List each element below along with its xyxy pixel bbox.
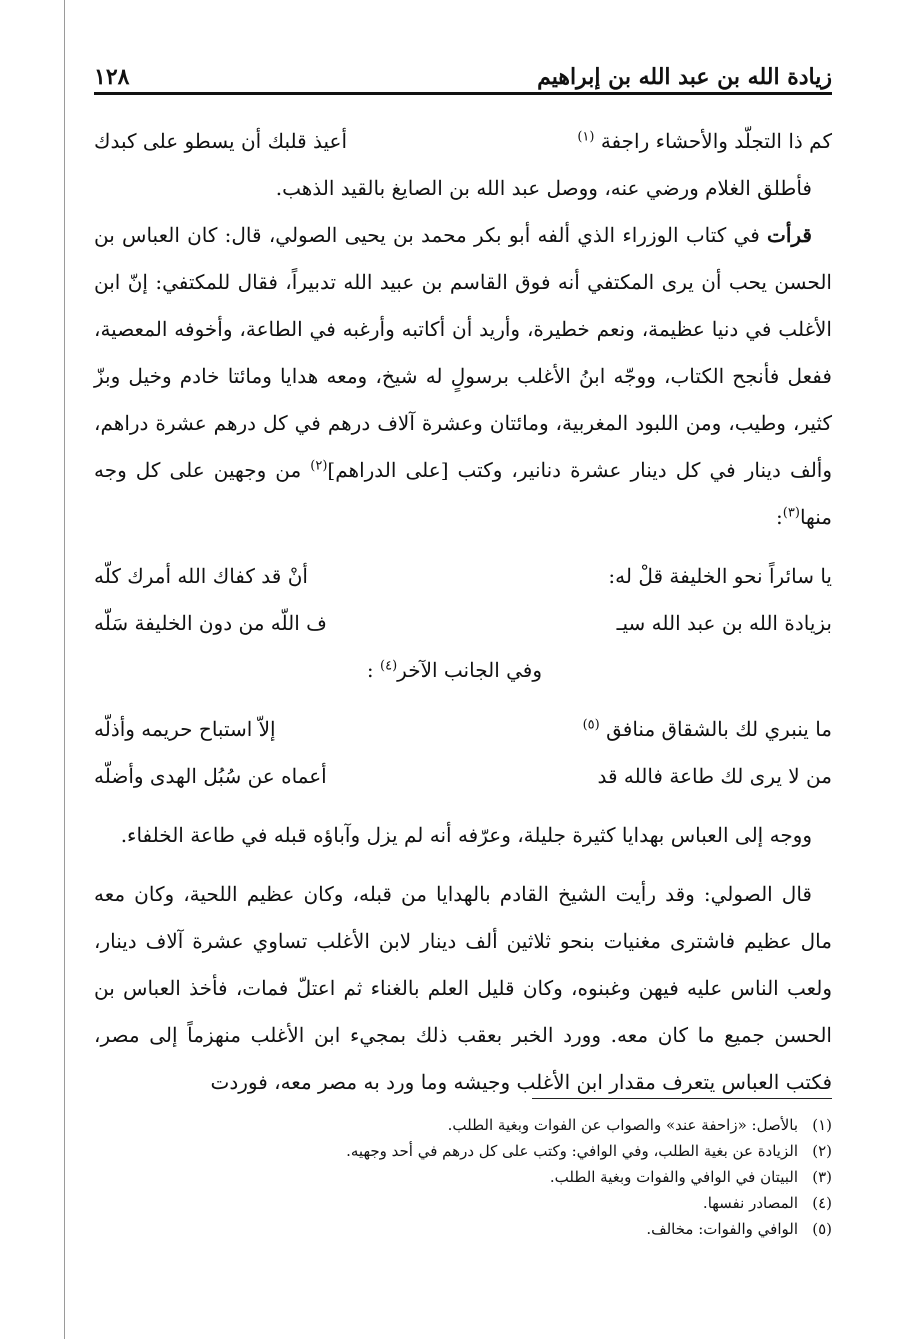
paragraph-3: ووجه إلى العباس بهدايا كثيرة جليلة، وعرّفه أنه لم يزل وآباؤه قبله في طاعة الخلفاء. (120, 823, 812, 847)
footnote: (٤)المصادر نفسها. (702, 1194, 832, 1212)
paragraph-lead: قرأت (767, 223, 812, 247)
margin-rule (64, 0, 65, 1339)
paragraph-2: قرأت في كتاب الوزراء الذي ألفه أبو بكر محمد بن يحيى الصولي، قال: كان العباس بن الحسن يحب أن يرى المكتفي أنه فوق القاسم بن عبيد الله تدبيراً، فقال للمكتفي: إنّ ابن الأغلب في دنيا عظيمة، ونعم خطيرة، وأريد أن أكاتبه وأرغبه في الطاعة، وأخوفه المعصية، ففعل فأنجح الكتاب، ووجّه ابنُ الأغلب برسولٍ له شيخ، ومعه هدايا ومائتا خادم وخيل وبزّ كثير، وطيب، ومن اللبود المغربية، ومائتان وعشرة آلاف درهم في كل درهم عشرة دراهم، وألف دينار في كل دينار عشرة دنانير، وكتب [على الدراهم]$^{(٢)}$ من وجهين على كل وجه منها$^{(٣)}$: (94, 223, 833, 529)
footnote-ref[interactable]: (٥) (582, 717, 600, 733)
footnotes (94, 1112, 832, 1242)
footnote-ref[interactable]: (٢) (310, 458, 328, 474)
running-title: زيادة الله بن عبد الله بن إبراهيم (537, 64, 832, 90)
page-body (94, 118, 832, 1106)
page-header (94, 56, 832, 95)
poem-line: ما ينبري لك بالشقاق منافق $^{(٥)}$ إلاّ استباح حريمه وأذلّه (94, 717, 832, 741)
footnote: (١)بالأصل: «زاحفة عند» والصواب عن الفوات وبغية الطلب. (447, 1116, 832, 1134)
verse-line (94, 118, 832, 165)
other-side-caption: وفي الجانب الآخر$^{(٤)}$ : (366, 658, 542, 682)
footnote-divider (532, 1098, 832, 1099)
footnote-ref[interactable]: (٣) (782, 505, 800, 521)
paragraph-1: فأطلق الغلام ورضي عنه، ووصل عبد الله بن الصايغ بالقيد الذهب. (275, 176, 812, 200)
poem-line: من لا يرى لك طاعة فالله قد أعماه عن سُبُل الهدى وأضلّه (94, 764, 832, 788)
page-number: ١٢٨ (94, 64, 130, 90)
paragraph-4: قال الصولي: وقد رأيت الشيخ القادم بالهدايا من قبله، وكان عظيم اللحية، وكان معه مال عظيم فاشترى مغنيات بنحو ثلاثين ألف دينار لابن الأغلب تساوي عشرة آلاف دينار، ولعب الناس عليه فيهن وغبنوه، وكان قليل العلم بالغناء ثم اعتلّ فمات، فأخذ العباس بن الحسن جميع ما كان معه. وورد الخبر بعقب ذلك بمجيء ابن الأغلب منهزماً إلى مصر، فكتب العباس يتعرف مقدار ابن الأغلب وجيشه وما ورد به مصر معه، فوردت (94, 882, 832, 1094)
footnote-ref[interactable]: (١) (577, 129, 595, 145)
footnote: (٥)الوافي والفوات: مخالف. (646, 1220, 832, 1238)
verse-second-hemistich: أعيذ قلبك أن يسطو على كبدك (94, 129, 348, 153)
poem-line: بزيادة الله بن عبد الله سيـ ف اللّه من دون الخليفة سَلّه (94, 611, 832, 635)
poem-line: يا سائراً نحو الخليفة قلْ له: أنْ قد كفاك الله أمرك كلّه (94, 564, 832, 588)
footnote: (٢)الزيادة عن بغية الطلب، وفي الوافي: وكتب على كل درهم في أحد وجهيه. (346, 1142, 832, 1160)
footnote-ref[interactable]: (٤) (380, 658, 398, 674)
verse-first-hemistich: كم ذا التجلّد والأحشاء راجفة $^{(١)}$ (577, 129, 832, 153)
footnote: (٣)البيتان في الوافي والفوات وبغية الطلب. (549, 1168, 832, 1186)
